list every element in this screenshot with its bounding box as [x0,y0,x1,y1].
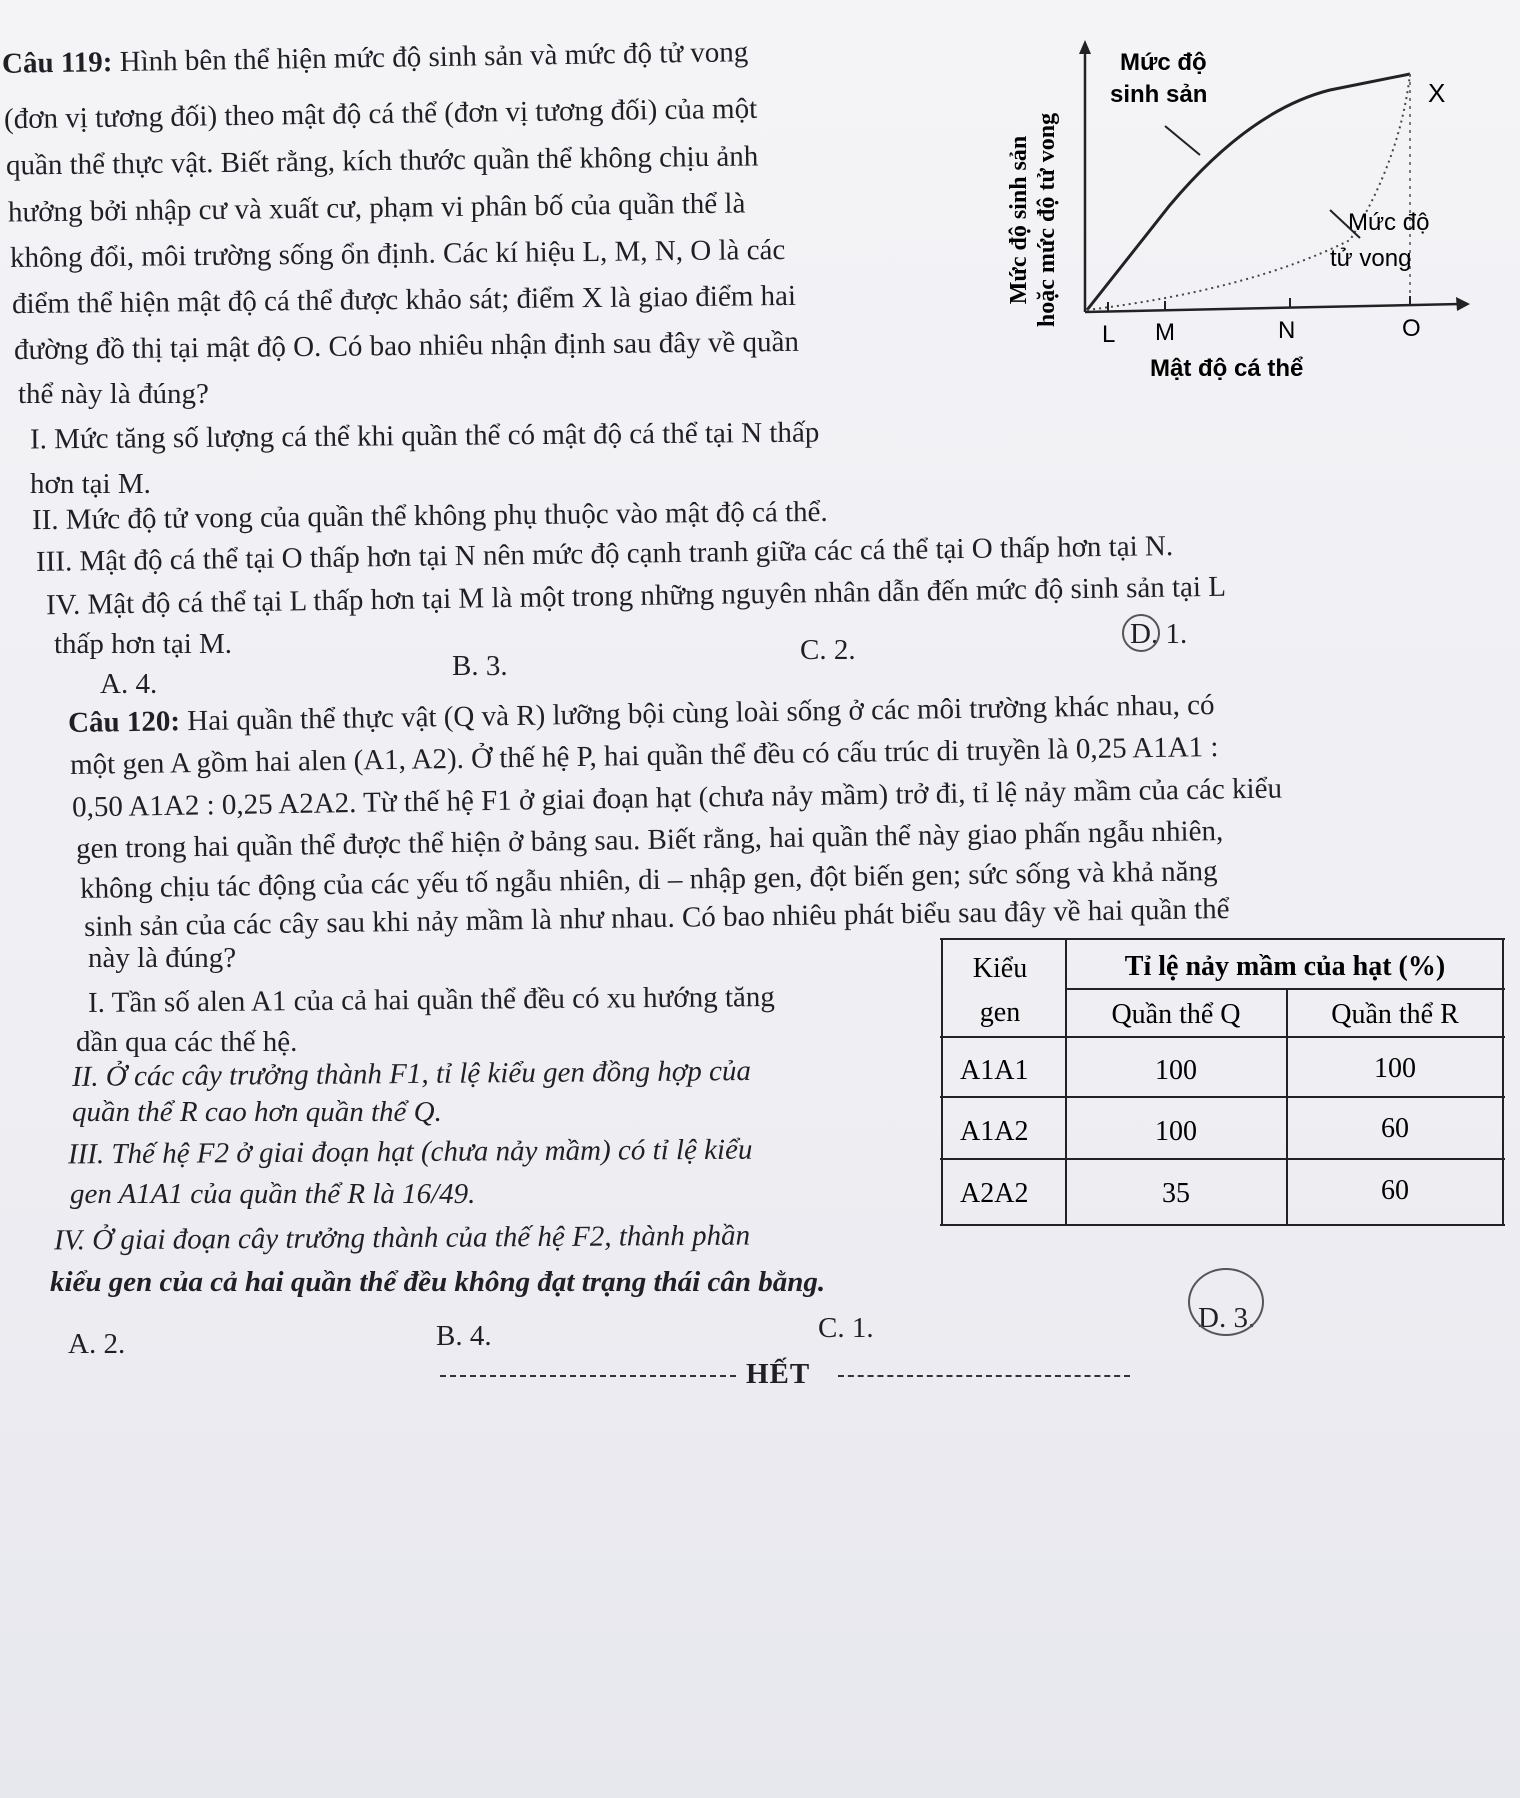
table-header-q: Quần thể Q [1111,999,1241,1030]
q120-line-1: Câu 120: Hai quần thể thực vật (Q và R) lưỡng bội cùng loài sống ở các môi trường khác nhau, có [67,688,1215,740]
table-header-r: Quần thể R [1331,999,1459,1030]
birth-label-pointer [1165,126,1200,155]
q119-line-4: hưởng bởi nhập cư và xuất cư, phạm vi phân bố của quần thể là [7,187,746,229]
q119-line-5: không đổi, môi trường sống ổn định. Các kí hiệu L, M, N, O là các [9,233,786,275]
x-axis-label: Mật độ cá thể [1150,355,1304,382]
density-chart [1000,40,1470,390]
q120-statement-1: I. Tần số alen A1 của cả hai quần thể đều có xu hướng tăng [87,981,775,1019]
x-axis-arrow [1456,297,1470,311]
end-rule-left [440,1375,736,1377]
q119-option-c: C. 2. [800,634,856,666]
q119-statement-2: II. Mức độ tử vong của quần thể không phụ thuộc vào mật độ cá thể. [31,495,828,537]
end-rule-right [838,1375,1130,1377]
q119-statement-1: I. Mức tăng số lượng cá thể khi quần thể có mật độ cá thể tại N thấp [29,416,820,456]
q120-option-b: B. 4. [436,1320,492,1352]
tick-n: N [1278,317,1296,344]
q119-line-8: thể này là đúng? [18,378,209,410]
birth-rate-curve [1087,74,1410,310]
table-row-1-genotype: A1A1 [960,1055,1029,1086]
death-rate-curve [1087,74,1410,310]
q119-line-7: đường đồ thị tại mật độ O. Có bao nhiêu nhận định sau đây về quần [13,325,800,367]
q120-option-d: D. 3. [1198,1302,1256,1334]
table-row-2-q: 100 [1155,1116,1197,1147]
q119-number: Câu 119: [1,46,113,80]
death-label-1: Mức độ [1348,209,1430,236]
table-row-2-r: 60 [1381,1113,1409,1144]
q119-statement-3: III. Mật độ cá thể tại O thấp hơn tại N nên mức độ cạnh tranh giữa các cá thể tại O thấp hơn tại N. [35,530,1174,578]
table-header-gen: gen [979,997,1021,1028]
q119-statement-4: IV. Mật độ cá thể tại L thấp hơn tại M là một trong những nguyên nhân dẫn đến mức độ sinh sản tại L [45,570,1227,622]
answer-mark-119 [1122,614,1160,652]
y-axis-arrow [1079,40,1091,54]
end-marker: HẾT [746,1358,811,1390]
y-axis-label-line1: Mức độ sinh sản [1006,135,1032,305]
q119-line-3: quần thể thực vật. Biết rằng, kích thước quần thể không chịu ảnh [5,140,759,182]
q120-option-a: A. 2. [68,1328,126,1360]
q119-statement-4b: thấp hơn tại M. [54,628,233,660]
tick-o: O [1402,315,1421,342]
birth-label-1: Mức độ [1120,49,1207,76]
q119-option-b: B. 3. [452,650,508,682]
q119-line-2: (đơn vị tương đối) theo mật độ cá thể (đơn vị tương đối) của một [3,92,758,136]
x-axis [1085,304,1460,312]
tick-m: M [1155,319,1175,346]
table-header-kieu: Kiểu [972,953,1028,984]
q120-option-c: C. 1. [818,1312,874,1344]
q120-statement-4: IV. Ở giai đoạn cây trưởng thành của thế hệ F2, thành phần [53,1219,751,1257]
table-row-1-q: 100 [1155,1055,1197,1086]
q120-number: Câu 120: [67,705,181,740]
q120-line-6: sinh sản của các cây sau khi nảy mầm là như nhau. Có bao nhiêu phát biểu sau đây về hai quần thể [83,893,1230,943]
death-label-2: tử vong [1330,245,1412,272]
q120-line-5: không chịu tác động của các yếu tố ngẫu nhiên, di – nhập gen, đột biến gen; sức sống và khả năng [79,855,1218,905]
table-row-1-r: 100 [1374,1053,1416,1084]
table-row-3-q: 35 [1162,1178,1190,1209]
q119-option-a: A. 4. [100,668,158,700]
q119-statement-1b: hơn tại M. [30,468,151,500]
q120-statement-2: II. Ở các cây trưởng thành F1, tỉ lệ kiểu gen đồng hợp của [71,1055,752,1093]
table-row-3-r: 60 [1381,1175,1409,1206]
q119-option-d: D. 1. [1130,618,1188,650]
q120-statement-3b: gen A1A1 của quần thể R là 16/49. [70,1178,476,1210]
birth-label-2: sinh sản [1110,81,1208,108]
q120-statement-1b: dần qua các thế hệ. [76,1026,298,1058]
answer-mark-120 [1188,1268,1264,1336]
q120-line-2: một gen A gồm hai alen (A1, A2). Ở thế hệ P, hai quần thể đều có cấu trúc di truyền là 0,25 A1A1 : [69,730,1219,782]
q120-line-4: gen trong hai quần thể được thể hiện ở bảng sau. Biết rằng, hai quần thể này giao phấn ngẫu nhiên, [75,814,1224,866]
q120-line-3: 0,50 A1A2 : 0,25 A2A2. Từ thế hệ F1 ở giai đoạn hạt (chưa nảy mầm) trở đi, tỉ lệ nảy mầm của các kiểu [71,772,1283,824]
table-row-3-genotype: A2A2 [960,1178,1029,1209]
table-row-2-genotype: A1A2 [960,1116,1029,1147]
y-axis-label [1006,113,1060,327]
table-header-rate: Tỉ lệ nảy mầm của hạt (%) [1124,951,1446,982]
q120-statement-4b: kiểu gen của cả hai quần thể đều không đạt trạng thái cân bằng. [50,1266,826,1298]
y-axis-label-line2: hoặc mức độ tử vong [1034,112,1060,328]
germination-table [940,937,1505,1227]
tick-l: L [1102,321,1116,348]
q119-line-6: điểm thể hiện mật độ cá thể được khảo sát; điểm X là giao điểm hai [11,279,797,321]
point-x-label: X [1428,78,1446,108]
q119-line-1: Câu 119: Hình bên thể hiện mức độ sinh sản và mức độ tử vong [1,36,749,80]
q120-line-7: này là đúng? [88,942,237,974]
q120-statement-3: III. Thế hệ F2 ở giai đoạn hạt (chưa nảy mầm) có tỉ lệ kiểu [67,1133,753,1171]
q120-statement-2b: quần thể R cao hơn quần thể Q. [72,1096,442,1128]
